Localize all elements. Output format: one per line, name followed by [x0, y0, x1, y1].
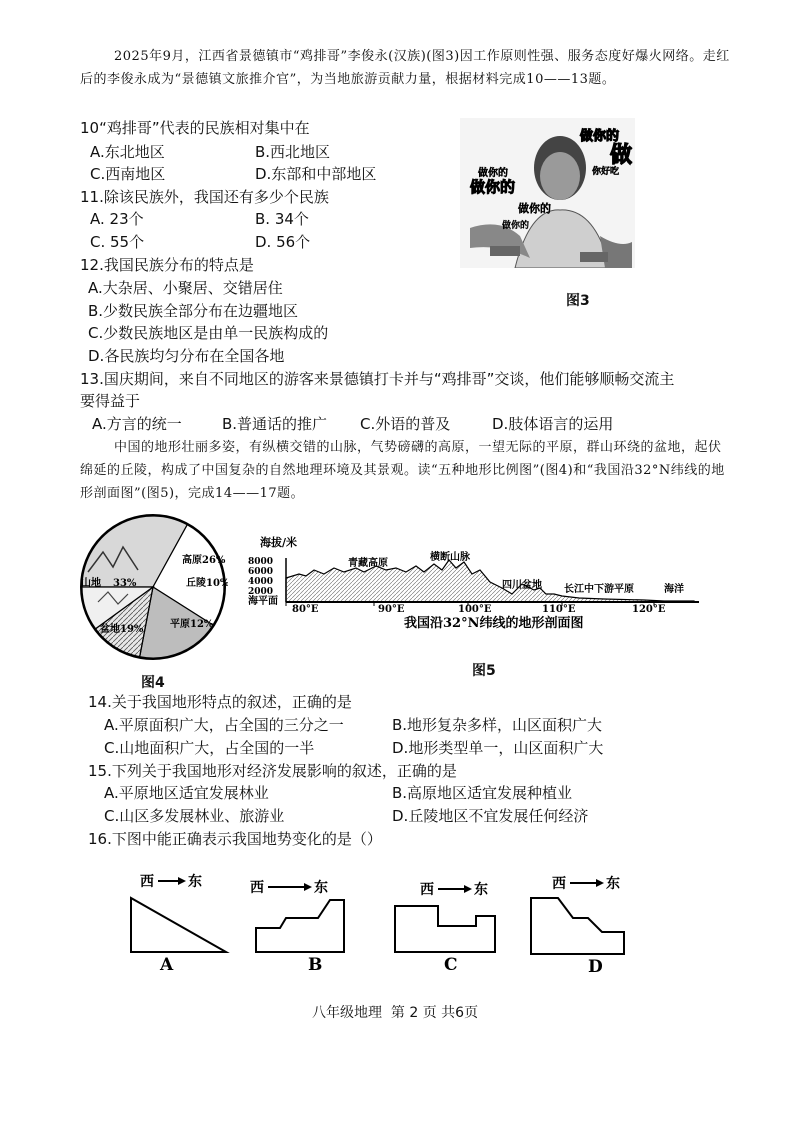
label-hill: 丘陵10% — [186, 578, 228, 589]
question-14: 14.关于我国地形特点的叙述，正确的是 — [88, 693, 352, 711]
q15-option-b: B.高原地区适宜发展种植业 — [392, 784, 573, 802]
fig5-title: 我国沿32°N纬线的地形剖面图 — [404, 616, 584, 631]
q16-diagram-c — [392, 870, 502, 975]
page-footer: 八年级地理 第 2 页 共6页 — [312, 1005, 479, 1021]
q15-option-d: D.丘陵地区不宜发展任何经济 — [392, 807, 589, 825]
fig5-ytick-8000: 8000 — [248, 557, 274, 567]
fig5-ytick-4000: 4000 — [248, 577, 274, 587]
q12-option-a: A.大杂居、小聚居、交错居住 — [88, 279, 283, 297]
intro-paragraph-1: 2025年9月，江西省景德镇市“鸡排哥”李俊永(汉族)(图3)因工作原则性强、服务态度好爆火网络。走红后的李俊永成为“景德镇文旅推介官”，为当地旅游贡献力量，根据材料完成10——13题。 — [80, 49, 730, 87]
fig3-text-5: 做你的 — [470, 178, 516, 196]
q16-c-west: 西 — [420, 882, 434, 898]
q11-option-c: C. 55个 — [90, 233, 145, 251]
q14-option-d: D.地形类型单一，山区面积广大 — [392, 739, 604, 757]
fig5-xtick-120: 120°E — [632, 604, 666, 615]
q16-b-label: B — [308, 955, 323, 975]
question-11: 11.除该民族外，我国还有多少个民族 — [80, 188, 329, 206]
q10-option-d: D.东部和中部地区 — [255, 165, 377, 183]
q16-b-west: 西 — [250, 880, 264, 896]
figure-4-caption: 图4 — [141, 675, 165, 691]
q14-option-b: B.地形复杂多样，山区面积广大 — [392, 716, 603, 734]
q16-c-profile — [395, 906, 495, 952]
fig3-text-7: 做你的 — [502, 221, 530, 231]
q12-option-c: C.少数民族地区是由单一民族构成的 — [88, 324, 329, 342]
q10-option-a: A.东北地区 — [90, 143, 165, 161]
q14-option-a: A.平原面积广大，占全国的三分之一 — [104, 716, 344, 734]
figure-5-profile — [244, 530, 714, 640]
fig3-text-4: 做你的 — [478, 168, 508, 179]
figure-4-pie — [78, 512, 228, 662]
figure-3-caption: 图3 — [566, 293, 590, 309]
label-plateau-pct: 26% — [202, 555, 226, 566]
label-basin: 盆地19% — [100, 624, 144, 635]
fig5-place-yangtze: 长江中下游平原 — [564, 584, 634, 595]
q16-d-label: D — [588, 957, 603, 977]
q16-d-west: 西 — [552, 876, 566, 892]
q16-b-east: 东 — [314, 880, 328, 896]
q12-option-d: D.各民族均匀分布在全国各地 — [88, 347, 285, 365]
question-13-line-2: 要得益于 — [80, 392, 141, 410]
q13-option-c: C.外语的普及 — [360, 415, 451, 433]
q16-a-profile — [131, 898, 226, 952]
q15-option-c: C.山区多发展林业、旅游业 — [104, 807, 285, 825]
q16-a-west: 西 — [140, 874, 154, 890]
q10-option-c: C.西南地区 — [90, 165, 166, 183]
fig3-text-1: 做你的 — [580, 129, 620, 144]
intro-paragraph-2: 中国的地形壮丽多姿，有纵横交错的山脉，气势磅礴的高原，一望无际的平原，群山环绕的盆地，起伏绵延的丘陵，构成了中国复杂的自然地理环境及其景观。读“五种地形比例图”(图4)和“我国沿32°N纬线的地形剖面图”(图5)，完成14——17题。 — [80, 440, 725, 501]
q16-d-east: 东 — [606, 876, 620, 892]
label-mountain-pct: 33% — [113, 578, 137, 589]
q16-d-profile — [531, 898, 624, 954]
question-10: 10“鸡排哥”代表的民族相对集中在 — [80, 119, 310, 137]
q16-c-label: C — [444, 955, 458, 975]
fig3-text-6: 做你的 — [518, 202, 551, 215]
fig3-text-3: 你好吃 — [592, 167, 620, 177]
q11-option-b: B. 34个 — [255, 210, 309, 228]
fig5-ylabel: 海拔/米 — [260, 536, 298, 549]
fig5-place-sichuan: 四川盆地 — [502, 580, 542, 591]
question-13-line-1: 13.国庆期间，来自不同地区的游客来景德镇打卡并与“鸡排哥”交谈，他们能够顺畅交流主 — [80, 370, 675, 388]
fig5-xtick-80: 80°E — [292, 604, 319, 615]
q16-diagram-d — [528, 868, 638, 978]
q11-option-d: D. 56个 — [255, 233, 311, 251]
q14-option-c: C.山地面积广大，占全国的一半 — [104, 739, 315, 757]
fig5-xtick-90: 90°E — [378, 604, 405, 615]
q10-option-b: B.西北地区 — [255, 143, 331, 161]
fig5-place-hengduan: 横断山脉 — [430, 552, 470, 563]
fig5-place-tibet: 青藏高原 — [348, 558, 388, 569]
fig5-xtick-100: 100°E — [458, 604, 492, 615]
q16-diagram-a — [128, 870, 238, 975]
q15-option-a: A.平原地区适宜发展林业 — [104, 784, 269, 802]
question-15: 15.下列关于我国地形对经济发展影响的叙述，正确的是 — [88, 762, 457, 780]
question-12: 12.我国民族分布的特点是 — [80, 256, 254, 274]
q12-option-b: B.少数民族全部分布在边疆地区 — [88, 302, 299, 320]
q16-diagram-b — [246, 870, 356, 975]
q16-c-east: 东 — [474, 882, 488, 898]
q13-option-a: A.方言的统一 — [92, 415, 182, 433]
label-mountain: 山地 — [81, 578, 101, 589]
fig3-text-2: 做 — [610, 142, 633, 168]
q16-a-east: 东 — [188, 874, 202, 890]
fig5-xtick-110: 110°E — [542, 604, 576, 615]
figure-3-photo — [460, 118, 635, 268]
fig5-ytick-6000: 6000 — [248, 567, 274, 577]
q16-a-label: A — [160, 955, 174, 975]
figure-5-caption: 图5 — [472, 663, 496, 679]
question-16: 16.下图中能正确表示我国地势变化的是（） — [88, 830, 382, 848]
q13-option-b: B.普通话的推广 — [222, 415, 328, 433]
fig5-sealevel: 海平面 — [248, 596, 278, 607]
fig5-ytick-2000: 2000 — [248, 587, 274, 597]
label-plain: 平原12% — [170, 619, 214, 630]
q16-b-profile — [256, 900, 344, 952]
label-plateau: 高原 — [182, 555, 202, 566]
q13-option-d: D.肢体语言的运用 — [492, 415, 614, 433]
q11-option-a: A. 23个 — [90, 210, 144, 228]
fig5-place-ocean: 海洋 — [664, 584, 684, 595]
